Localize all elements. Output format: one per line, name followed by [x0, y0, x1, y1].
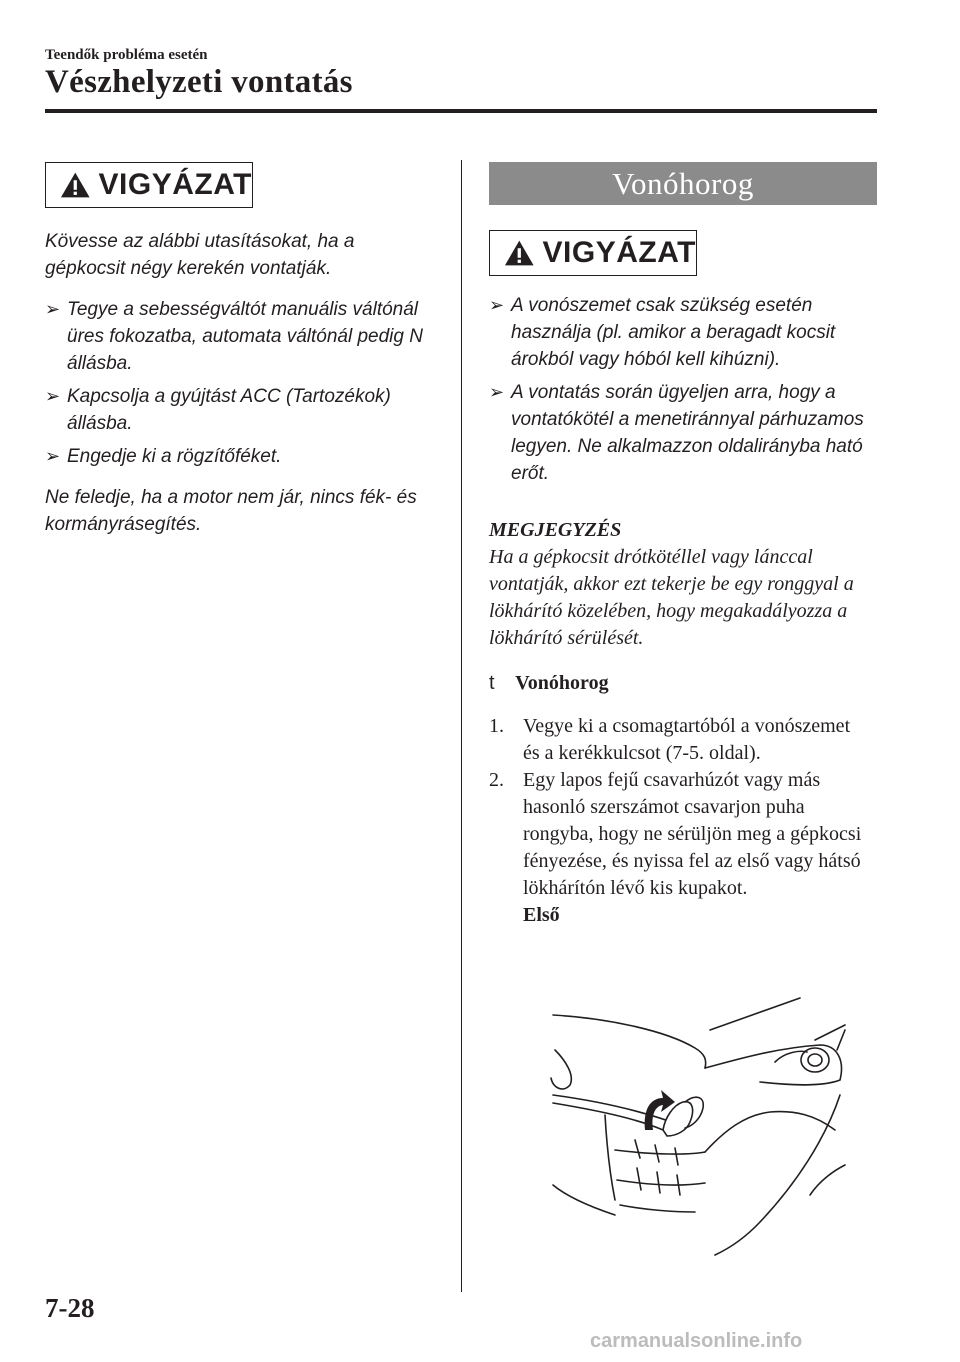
- caution-bullet: ➢ Kapcsolja a gyújtást ACC (Tartozékok) állásba.: [45, 383, 440, 437]
- watermark: carmanualsonline.info: [590, 1330, 803, 1352]
- caution-bullet: ➢ Engedje ki a rögzítőféket.: [45, 443, 440, 470]
- caution-bullet: ➢ Tegye a sebességváltót manuális váltónál üres fokozatba, automata váltónál pedig N állásba.: [45, 296, 440, 377]
- figure-caption: Első: [523, 904, 560, 926]
- note-text: Ha a gépkocsit drótkötéllel vagy lánccal vontatják, akkor ezt tekerje be egy ronggyal a lökhárító közelében, hogy megakadályozza a lökhárító sérülését.: [489, 546, 854, 649]
- section-header: Vonóhorog: [489, 162, 877, 205]
- caution-bullet: ➢ A vontatás során ügyeljen arra, hogy a vontatókötél a menetiránnyal párhuzamos legyen. Ne alkalmazzon oldalirányba ható erőt.: [489, 379, 869, 487]
- chapter-label: Teendők probléma esetén: [45, 47, 208, 63]
- arrow-bullet-icon: ➢: [489, 382, 505, 402]
- caution-intro: Kövesse az alábbi utasításokat, ha a gépkocsit négy kerekén vontatják.: [45, 231, 355, 279]
- warning-triangle-icon: [504, 239, 535, 267]
- step-item: 2. Egy lapos fejű csavarhúzót vagy más hasonló szerszámot csavarjon puha rongyba, hogy ne sérüljön meg a gépkocsi fényezése, és nyissa fel az első vagy hátsó lökhárítón lévő kis kupakot. Első: [489, 767, 869, 929]
- caution-label: VIGYÁZAT: [98, 168, 252, 201]
- caution-note: Ne feledje, ha a motor nem jár, nincs fék- és kormányrásegítés.: [45, 487, 417, 535]
- subheading-marker: t: [489, 672, 495, 694]
- arrow-bullet-icon: ➢: [45, 386, 61, 406]
- caution-box-left: [45, 162, 253, 208]
- arrow-bullet-icon: ➢: [45, 299, 61, 319]
- arrow-bullet-icon: ➢: [45, 446, 61, 466]
- left-caution-content: [45, 228, 440, 538]
- title-rule: [45, 109, 877, 113]
- note-title: MEGJEGYZÉS: [489, 519, 622, 541]
- caution-box-right: [489, 230, 697, 276]
- arrow-bullet-icon: ➢: [489, 295, 505, 315]
- note-block: [489, 517, 869, 652]
- front-bumper-illustration: [545, 990, 865, 1260]
- page-number: 7-28: [45, 1293, 95, 1323]
- column-divider: [461, 160, 462, 1292]
- caution-label: VIGYÁZAT: [542, 236, 696, 269]
- caution-bullet: ➢ A vonószemet csak szükség esetén használja (pl. amikor a beragadt kocsit árokból vagy hóból kell kihúzni).: [489, 292, 869, 373]
- page-title: Vészhelyzeti vontatás: [45, 64, 353, 100]
- right-content: [489, 292, 869, 929]
- warning-triangle-icon: [60, 171, 91, 199]
- step-item: 1. Vegye ki a csomagtartóból a vonószemet és a kerékkulcsot (7-5. oldal).: [489, 715, 851, 764]
- subheading: t Vonóhorog: [489, 672, 609, 694]
